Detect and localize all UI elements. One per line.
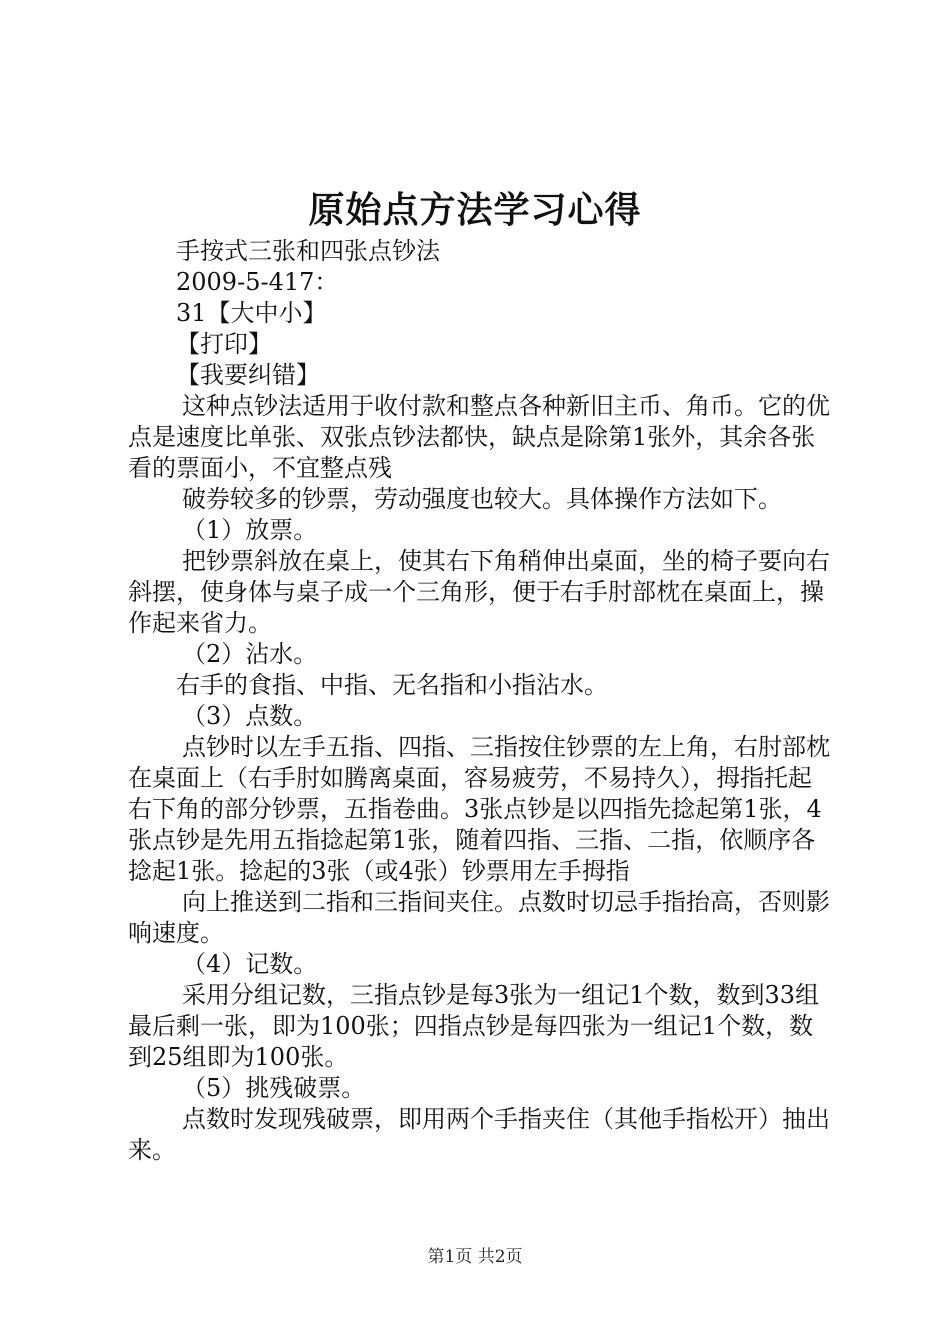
paragraph: （3）点数。 (182, 702, 318, 730)
paragraph: 破券较多的钞票，劳动强度也较大。具体操作方法如下。 (182, 485, 782, 513)
paragraph: 右手的食指、中指、无名指和小指沾水。 (176, 671, 608, 699)
paragraph: （4）记数。 (182, 950, 318, 978)
paragraph: 把钞票斜放在桌上，使其右下角稍伸出桌面，坐的椅子要向右斜摆，使身体与桌子成一个三角形，便于右手肘部枕在桌面上，操作起来省力。 (128, 547, 830, 637)
paragraph: 点钞时以左手五指、四指、三指按住钞票的左上角，右肘部枕在桌面上（右手肘如腾离桌面，容易疲劳，不易持久），拇指托起右下角的部分钞票，五指卷曲。3张点钞是以四指先捻起第1张，4张点钞是先用五指捻起第1张，随着四指、三指、二指，依顺序各捻起1张。捻起的3张（或4张）钞票用左手拇指 (128, 733, 830, 885)
paragraph: 【打印】 (176, 330, 272, 358)
paragraph: （5）挑残破票。 (182, 1074, 366, 1102)
paragraph: 这种点钞法适用于收付款和整点各种新旧主币、角币。它的优点是速度比单张、双张点钞法都快，缺点是除第1张外，其余各张看的票面小，不宜整点残 (128, 392, 830, 482)
paragraph: 采用分组记数，三指点钞是每3张为一组记1个数，数到33组最后剩一张，即为100张；四指点钞是每四张为一组记1个数，数到25组即为100张。 (128, 981, 820, 1071)
document-body (128, 236, 834, 1166)
paragraph: 2009-5-417： (176, 268, 339, 296)
paragraph: 【我要纠错】 (176, 361, 320, 389)
paragraph: （2）沾水。 (182, 640, 318, 668)
document-title: 原始点方法学习心得 (308, 189, 642, 231)
paragraph: 手按式三张和四张点钞法 (176, 237, 440, 265)
page-footer: 第1页 共2页 (427, 1247, 523, 1267)
paragraph: 向上推送到二指和三指间夹住。点数时切忌手指抬高，否则影响速度。 (128, 888, 830, 947)
paragraph: 31【大中小】 (176, 299, 327, 327)
paragraph: 点数时发现残破票，即用两个手指夹住（其他手指松开）抽出来。 (128, 1105, 830, 1164)
paragraph: （1）放票。 (182, 516, 318, 544)
